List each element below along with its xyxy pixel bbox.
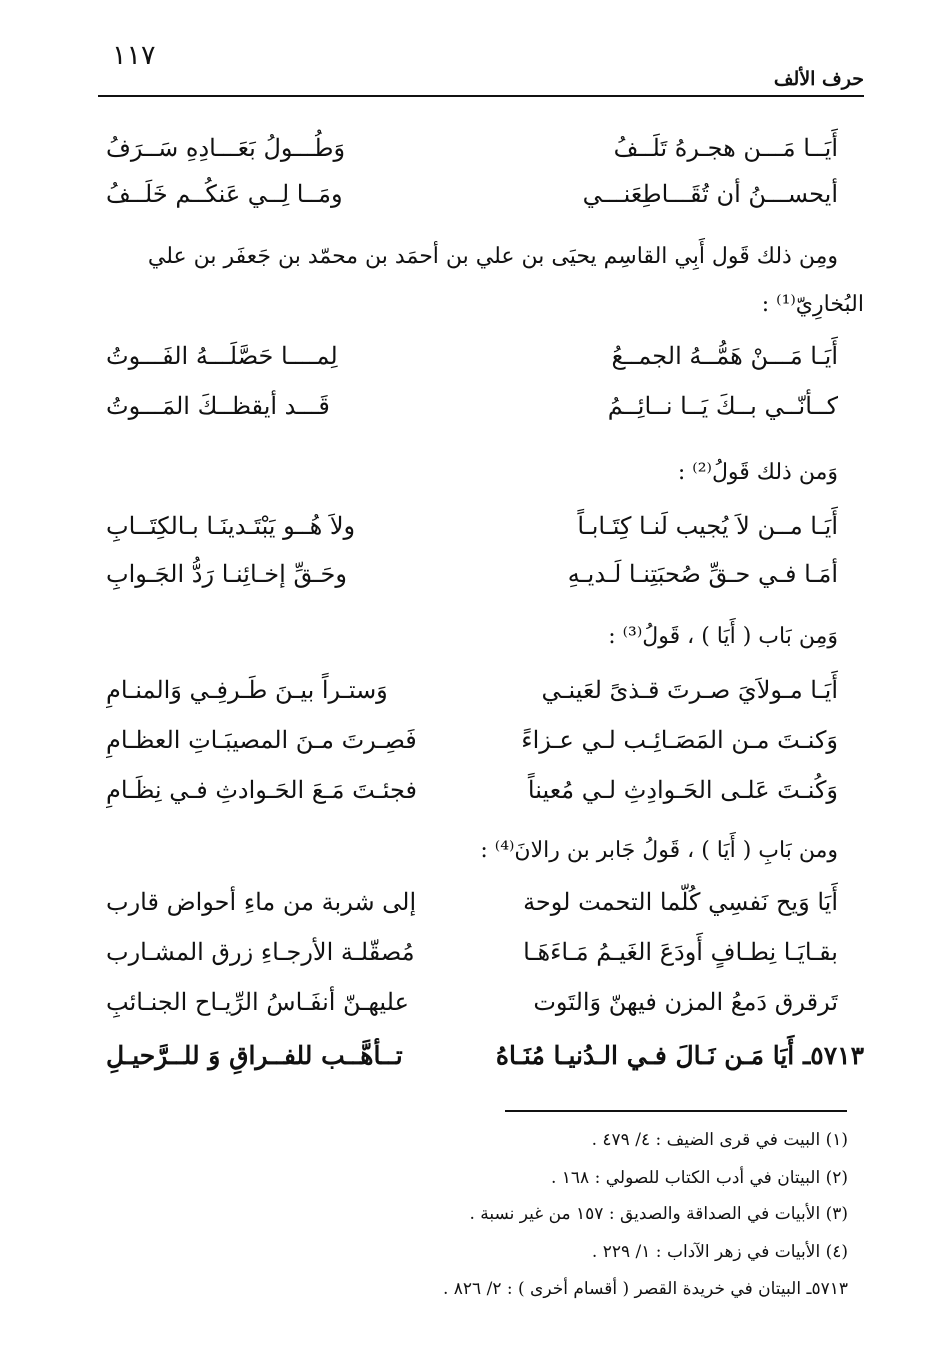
second-hemistich: فجئـتَ مَـعَ الحَـوادثِ فـي نِظَـامِ (106, 776, 417, 804)
verse-line (98, 876, 864, 928)
verse-line (98, 548, 864, 600)
first-hemistich: وَكُنـتَ عَلـى الحَـوادِثِ لـي مُعيناً (527, 776, 838, 804)
verse-line (98, 764, 864, 816)
second-hemistich: تــأهَّــب للفــراقِ وَ للــرَّحيـلِ (106, 1041, 403, 1070)
prose-line: وَمن ذلك قَولُ⁽²⁾ : (677, 460, 838, 485)
second-hemistich: قَـــد أيقظــكَ المَـــوتُ (106, 392, 330, 420)
page-number: ١١٧ (112, 40, 156, 71)
first-hemistich: أَيَـا مــن لاَ يُجيب لَنـا كِتَـابـاً (577, 512, 838, 540)
first-hemistich: أَيَــا مَـــن هجـرهُ تَلَــفُ (613, 134, 838, 162)
verse-line (98, 664, 864, 716)
numbered-verse (98, 1030, 864, 1082)
second-hemistich: إلى شربة من ماءِ أحواض قارب (106, 888, 417, 916)
footnote: (١) البيت في قرى الضيف : ٤/ ٤٧٩ . (591, 1130, 848, 1150)
second-hemistich: ومَــا لِــي عَنكُــم خَلَــفُ (106, 180, 343, 208)
prose-line: البُخارِيّ⁽¹⁾ : (761, 292, 864, 317)
first-hemistich: أَيَا وَيح نَفسِي كُلّما التحمت لوحة (523, 888, 838, 916)
footnote: (٤) الأبيات في زهر الآداب : ١/ ٢٢٩ . (591, 1242, 848, 1262)
verse-line (98, 926, 864, 978)
first-hemistich: ٥٧١٣ـ أَيَا مَـن نَـالَ فـي الـدُنيـا مُنَـاهُ (495, 1041, 864, 1070)
footnote: ٥٧١٣ـ البيتان في خريدة القصر ( أقسام أخرى ) : ٢/ ٨٢٦ . (442, 1279, 848, 1299)
second-hemistich: وَطُـــولُ بَعَـــادِهِ سَــرَفُ (106, 134, 346, 162)
verse-line (98, 330, 864, 382)
second-hemistich: فَصِـرتَ مـنَ المصيبَـاتِ العظـامِ (106, 726, 417, 754)
verse-line (98, 122, 864, 174)
second-hemistich: مُصقّلـة الأرجـاءِ زرق المشـارب (106, 938, 415, 966)
footnote: (٢) البيتان في أدب الكتاب للصولي : ١٦٨ . (550, 1168, 848, 1188)
first-hemistich: وَكنـتَ مـن المَصَـائِـب لـي عـزاءً (521, 726, 838, 754)
verse-line (98, 500, 864, 552)
prose-line: ومن بَابِ ( أَيَا ) ، قَولُ جَابر بن رالانَ⁽⁴⁾ : (480, 838, 838, 863)
first-hemistich: أمَـا فـي حـقِّ صُحبَتِنـا لَـديـهِ (567, 560, 838, 588)
footnote: (٣) الأبيات في الصداقة والصديق : ١٥٧ من غير نسبة . (469, 1204, 848, 1224)
second-hemistich: عليهـنّ أنفَـاسُ الرِّيـاح الجنـائبِ (106, 988, 409, 1016)
verse-line (98, 714, 864, 766)
prose-line: ومِن ذلك قَول أَبِي القاسِم يحيَى بن علي بن أحمَد بن محمّد بن جَعفَر بن علي (147, 244, 838, 269)
first-hemistich: أَيَـا مـولاَيَ صـرتَ قـذىً لعَينـي (541, 676, 838, 704)
second-hemistich: وحَـقِّ إخـائِنـا رَدُّ الجَـوابِ (106, 560, 347, 588)
first-hemistich: بقـايَـا نِطـافٍ أَودَعَ الغَيـمُ مَـاءَهَـا (523, 938, 838, 966)
first-hemistich: أيحســـنُ أن تُقَـــاطِعَنـــي (582, 180, 838, 208)
verse-line (98, 380, 864, 432)
second-hemistich: لِمــــا حَصَّلَـــهُ الفَـــوتُ (106, 342, 338, 370)
first-hemistich: تَرقرق دَمعُ المزن فيهنّ وَالتَوت (533, 988, 838, 1016)
verse-line (98, 168, 864, 220)
first-hemistich: أَيَـا مَـــنْ هَمُّــهُ الجمــعُ (611, 342, 838, 370)
first-hemistich: كــأنّــي بــكَ يَــا نــائِــمُ (607, 392, 838, 420)
prose-line: وَمِن بَاب ( أَيَا ) ، قَولُ⁽³⁾ : (608, 624, 838, 649)
header-rule (98, 95, 864, 97)
second-hemistich: وَستـراً بيـنَ طَـرفِـي وَالمنـامِ (106, 676, 388, 704)
verse-line (98, 976, 864, 1028)
second-hemistich: ولاَ هُــو يَبْتَـدينَـا بـالكِتَــابِ (106, 512, 356, 540)
running-title: حرف الألف (773, 68, 864, 90)
footnote-rule (505, 1110, 847, 1112)
